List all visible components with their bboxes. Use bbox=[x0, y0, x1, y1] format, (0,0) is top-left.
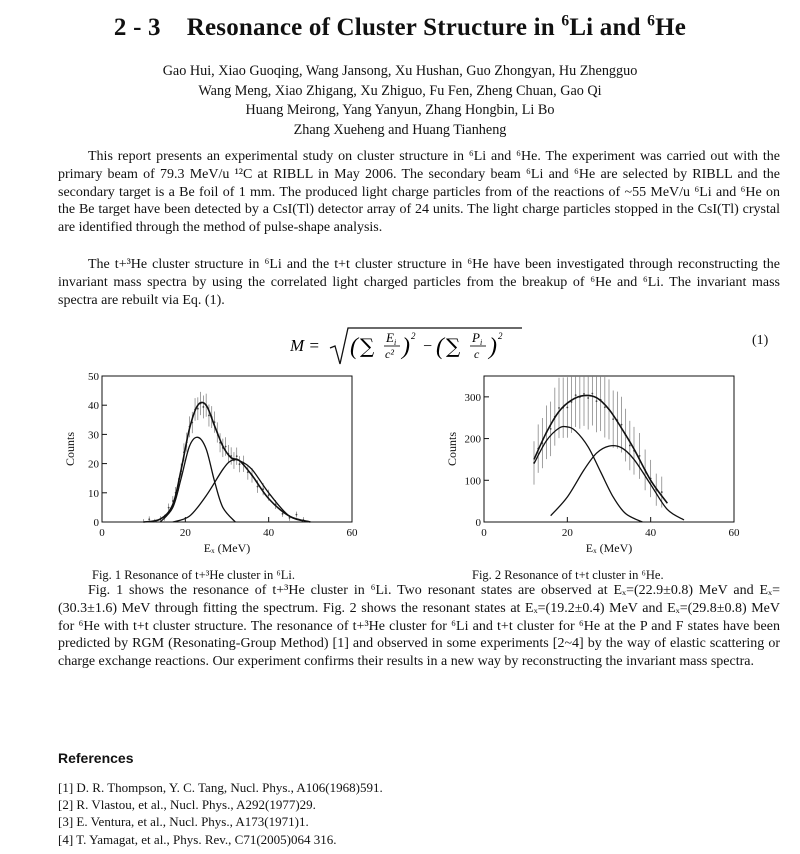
x-tick-label: 0 bbox=[481, 527, 487, 539]
paragraph-abstract bbox=[58, 148, 780, 237]
data-point bbox=[587, 397, 589, 399]
title-sup-1: 6 bbox=[561, 12, 570, 30]
y-tick-label: 300 bbox=[464, 391, 481, 404]
title-part-b: Li and bbox=[569, 14, 648, 41]
figure-2-caption: Fig. 2 Resonance of t+t cluster in ⁶He. bbox=[472, 568, 664, 582]
data-point bbox=[621, 424, 623, 426]
y-tick-label: 20 bbox=[88, 458, 99, 471]
data-point bbox=[282, 513, 284, 515]
paragraph-1-text: This report presents an experimental study on cluster structure in ⁶Li and ⁶He. The experiment was carried out with the primary beam of 79.3 MeV/u ¹²C at RIBLL in May 2006. The secondary beam ⁶Li and ⁶He are selected by RIBLL and the secondary target is a Be foil of 1 mm. The produced light charge particles from of the reactions of ~55 MeV/u ⁶Li and ⁶He on the Be target have been detected by a CsI(Tl) detector array of 24 units. The light charge particles stopped in the CsI(Tl) crystal are identified through the method of pulse-shape analysis. bbox=[58, 149, 780, 236]
title-part-c: He bbox=[655, 14, 687, 41]
y-axis-label: Counts bbox=[445, 431, 459, 467]
data-point bbox=[591, 393, 593, 395]
author-line: Huang Meirong, Yang Yanyun, Zhang Hongbin, Li Bo bbox=[245, 102, 555, 118]
x-tick-label: 20 bbox=[179, 527, 191, 539]
exponent-2b: 2 bbox=[498, 331, 503, 341]
y-tick-label: 0 bbox=[93, 517, 99, 529]
paren-open-1: ( bbox=[350, 334, 358, 360]
data-point bbox=[197, 408, 199, 410]
data-point bbox=[208, 415, 210, 417]
x-tick-label: 40 bbox=[645, 527, 657, 539]
paragraph-3-text: Fig. 1 shows the resonance of t+³He cluster in ⁶Li. Two resonant states are observed at Eₓ=(22.9±0.8) MeV and Eₓ=(30.3±1.6) MeV through fitting the spectrum. Fig. 2 shows the resonant states at Eₓ=(19.2±0.4) MeV and Eₓ=(29.8±0.8) MeV for ⁶He with t+t cluster structure. The resonance of t+³He cluster for ⁶Li and t+t cluster for ⁶He at the P and F states have been predicted by RGM (Resonating-Group Method) [1] and observed in some experiments [2~4] by the way of elastic scattering or charge exchange reactions. Our experiment confirms their results in a new way by reconstructing the invariant mass spectra. bbox=[58, 583, 780, 670]
x-tick-label: 40 bbox=[263, 527, 275, 539]
data-point bbox=[612, 418, 614, 420]
references-list bbox=[58, 779, 383, 848]
data-point bbox=[236, 455, 238, 457]
paragraph-method bbox=[58, 256, 780, 309]
data-point bbox=[575, 394, 577, 396]
data-point bbox=[639, 455, 641, 457]
data-point bbox=[225, 446, 227, 448]
data-point bbox=[566, 407, 568, 409]
equation-number: (1) bbox=[752, 333, 769, 348]
figure-1 bbox=[58, 368, 378, 563]
figure-1-caption: Fig. 1 Resonance of t+³He cluster in ⁶Li. bbox=[92, 568, 295, 582]
author-line: Zhang Xueheng and Huang Tianheng bbox=[293, 121, 507, 138]
minus-sign: − bbox=[422, 338, 433, 355]
data-point bbox=[148, 518, 150, 520]
section-number: 2 - 3 bbox=[113, 14, 161, 41]
exponent-2a: 2 bbox=[411, 331, 416, 341]
equation-lhs: M = bbox=[290, 336, 320, 355]
page-title bbox=[0, 14, 800, 42]
fraction-p-numerator: P bbox=[472, 330, 480, 345]
y-tick-label: 200 bbox=[464, 433, 481, 446]
subscript-i-2: i bbox=[480, 338, 483, 347]
data-point bbox=[257, 486, 259, 488]
y-tick-label: 100 bbox=[464, 475, 481, 488]
y-axis-label: Counts bbox=[63, 431, 77, 467]
fraction-e-numerator: E bbox=[386, 330, 394, 345]
y-tick-label: 10 bbox=[88, 487, 99, 500]
paren-open-2: ( bbox=[436, 334, 444, 360]
equation-invariant-mass bbox=[290, 324, 530, 373]
figure-2-chart bbox=[440, 368, 760, 558]
reference-item: [4] T. Yamagat, et al., Phys. Rev., C71(2005)064 316. bbox=[58, 831, 337, 847]
data-point bbox=[583, 393, 585, 395]
paragraph-results bbox=[58, 582, 780, 671]
fraction-e-denominator: c² bbox=[385, 347, 394, 361]
data-point bbox=[629, 445, 631, 447]
data-point bbox=[550, 428, 552, 430]
fit-component-curve bbox=[534, 426, 642, 522]
x-tick-label: 20 bbox=[561, 527, 573, 539]
y-tick-label: 30 bbox=[88, 429, 99, 442]
x-axis-label: Eₓ (MeV) bbox=[585, 541, 633, 555]
equation-graphic bbox=[290, 324, 530, 368]
y-tick-label: 50 bbox=[88, 371, 99, 383]
fraction-p-denominator: c bbox=[474, 347, 480, 361]
paren-close-1: ) bbox=[402, 334, 410, 360]
sum-symbol-2: ∑ bbox=[446, 334, 461, 358]
data-point bbox=[202, 406, 204, 408]
data-point bbox=[596, 400, 598, 402]
reference-item: [3] E. Ventura, et al., Nucl. Phys., A173(1971)1. bbox=[58, 814, 309, 830]
x-tick-label: 60 bbox=[728, 527, 740, 539]
y-tick-label: 0 bbox=[475, 517, 481, 529]
fit-component-curve bbox=[551, 446, 684, 520]
sum-symbol-1: ∑ bbox=[360, 334, 375, 358]
paragraph-2-text: The t+³He cluster structure in ⁶Li and the t+t cluster structure in ⁶He have been investigated through reconstructing the invariant mass spectra by using the correlated light charged particles from the breakup of ⁶He and ⁶Li. The invariant mass spectra are rebuilt via Eq. (1). bbox=[58, 257, 780, 308]
subscript-i: i bbox=[394, 338, 397, 347]
author-line: Gao Hui, Xiao Guoqing, Wang Jansong, Xu Hushan, Guo Zhongyan, Hu Zhengguo bbox=[162, 63, 638, 79]
data-point bbox=[604, 406, 606, 408]
fit-component-curve bbox=[173, 460, 311, 522]
plot-frame bbox=[102, 376, 352, 522]
x-axis-label: Eₓ (MeV) bbox=[203, 541, 251, 555]
figure-1-chart bbox=[58, 368, 378, 558]
title-part-a: Resonance of Cluster Structure in bbox=[186, 14, 562, 41]
author-line: Wang Meng, Xiao Zhigang, Xu Zhiguo, Fu Fen, Zheng Chuan, Gao Qi bbox=[198, 82, 602, 99]
figure-2 bbox=[440, 368, 760, 563]
data-point bbox=[239, 463, 241, 465]
title-sup-2: 6 bbox=[647, 12, 656, 30]
reference-item: [2] R. Vlastou, et al., Nucl. Phys., A292(1977)29. bbox=[58, 797, 316, 813]
paren-close-2: ) bbox=[489, 334, 497, 360]
x-tick-label: 60 bbox=[346, 527, 358, 539]
reference-item: [1] D. R. Thompson, Y. C. Tang, Nucl. Phys., A106(1968)591. bbox=[58, 780, 383, 795]
x-tick-label: 0 bbox=[99, 527, 105, 539]
references-heading: References bbox=[58, 750, 134, 766]
data-point bbox=[558, 407, 560, 409]
data-point bbox=[168, 507, 170, 509]
y-tick-label: 40 bbox=[88, 400, 99, 413]
author-list bbox=[0, 62, 800, 140]
data-point bbox=[296, 514, 298, 516]
data-point bbox=[661, 491, 663, 493]
